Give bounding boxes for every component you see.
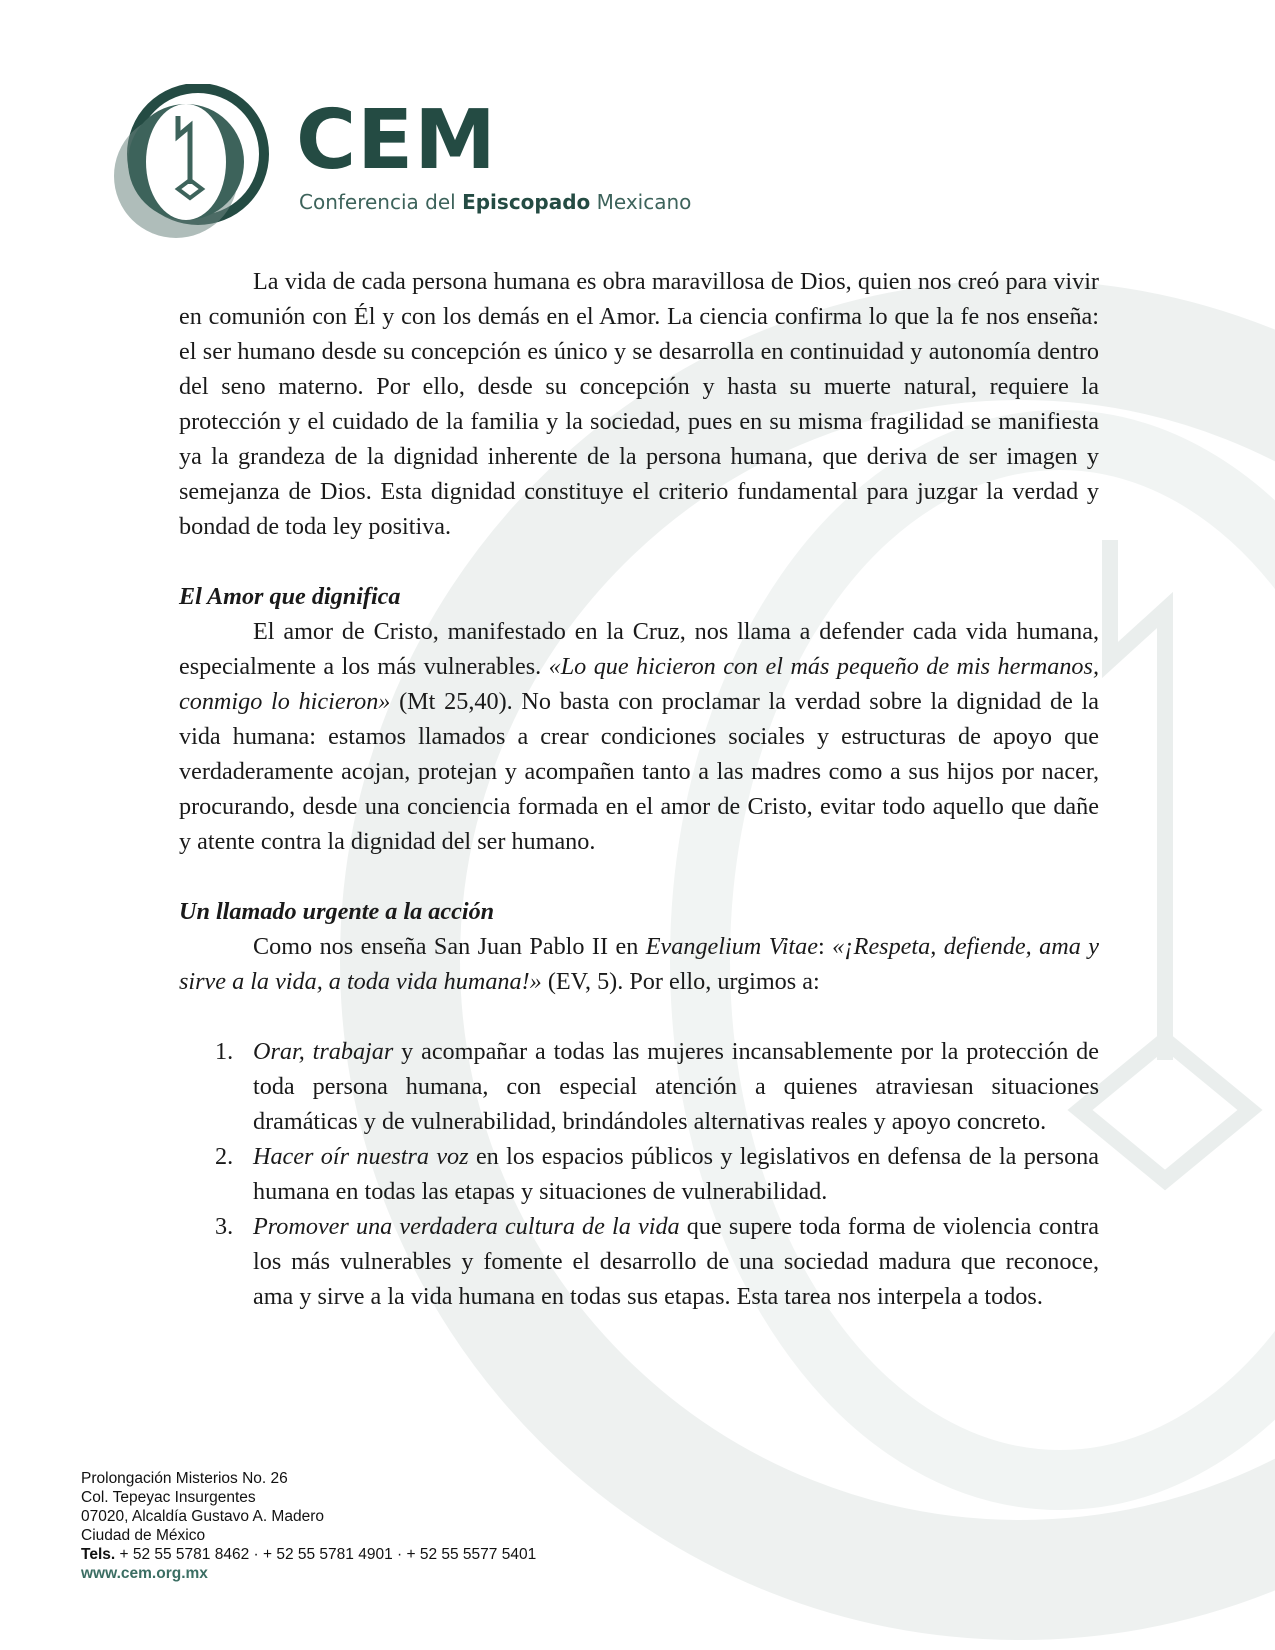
footer-website-link[interactable]: www.cem.org.mx xyxy=(81,1565,208,1582)
section-heading-accion: Un llamado urgente a la acción xyxy=(179,898,495,925)
accion-paragraph: Como nos enseña San Juan Pablo II en Evangelium Vitae: «¡Respeta, defiende, ama y sirve a la vida, a toda vida humana!» (EV, 5). Por ello, urgimos a: xyxy=(179,933,1099,995)
intro-paragraph: La vida de cada persona humana es obra maravillosa de Dios, quien nos creó para vivir en comunión con Él y con los demás en el Amor. La ciencia confirma lo que la fe nos enseña: el ser humano desde su concepción es único y se desarrolla en continuidad y autonomía dentro del seno materno. Por ello, desde su concepción y hasta su muerte natural, requiere la protección y el cuidado de la familia y la sociedad, pues en su misma fragilidad se manifiesta ya la grandeza de la dignidad inherente de la persona humana, que deriva de ser imagen y semejanza de Dios. Esta dignidad constituye el criterio fundamental para juzgar la verdad y bondad de toda ley positiva. xyxy=(179,268,1099,540)
footer-address-line: Prolongación Misterios No. 26 xyxy=(81,1470,288,1487)
list-item: 1. Orar, trabajar y acompañar a todas las mujeres incansablemente por la protección de toda persona humana, con especial atención a quienes atraviesan situaciones dramáticas y de vulnerabilidad, brindándoles alternativas reales y apoyo concreto. xyxy=(215,1038,1099,1135)
footer-address-line: 07020, Alcaldía Gustavo A. Madero xyxy=(81,1508,324,1525)
footer-address-line: Ciudad de México xyxy=(81,1527,206,1544)
cem-logo-icon xyxy=(112,84,272,244)
logo-subtitle: Conferencia del Episcopado Mexicano xyxy=(299,190,692,214)
encyclical-quote: «¡Respeta, defiende, ama y sirve a la vida, a toda vida humana!» xyxy=(179,933,1099,995)
letter-body xyxy=(179,264,1099,1314)
section-heading-amor: El Amor que dignifica xyxy=(179,583,401,610)
gospel-quote: «Lo que hicieron con el más pequeño de mis hermanos, conmigo lo hicieron» xyxy=(179,653,1099,715)
footer-contact xyxy=(81,1469,536,1583)
amor-paragraph: El amor de Cristo, manifestado en la Cruz, nos llama a defender cada vida humana, especialmente a los más vulnerables. «Lo que hicieron con el más pequeño de mis hermanos, conmigo lo hicieron» (Mt 25,40). No basta con proclamar la verdad sobre la dignidad de la vida humana: estamos llamados a crear condiciones sociales y estructuras de apoyo que verdaderamente acojan, protejan y acompañen tanto a las madres como a sus hijos por nacer, procurando, desde una conciencia formada en el amor de Cristo, evitar todo aquello que dañe y atente contra la dignidad del ser humano. xyxy=(179,618,1099,855)
action-list xyxy=(179,1034,1099,1314)
list-item: 3. Promover una verdadera cultura de la vida que supere toda forma de violencia contra los más vulnerables y fomente el desarrollo de una sociedad madura que reconoce, ama y sirve a la vida humana en todas sus etapas. Esta tarea nos interpela a todos. xyxy=(215,1213,1099,1310)
list-item: 2. Hacer oír nuestra voz en los espacios públicos y legislativos en defensa de la persona humana en todas las etapas y situaciones de vulnerabilidad. xyxy=(215,1143,1099,1205)
footer-address-line: Col. Tepeyac Insurgentes xyxy=(81,1489,256,1506)
logo-wordmark: CEM xyxy=(296,93,497,188)
footer-phones: Tels. + 52 55 5781 8462 · + 52 55 5781 4901 · + 52 55 5577 5401 xyxy=(81,1546,537,1563)
